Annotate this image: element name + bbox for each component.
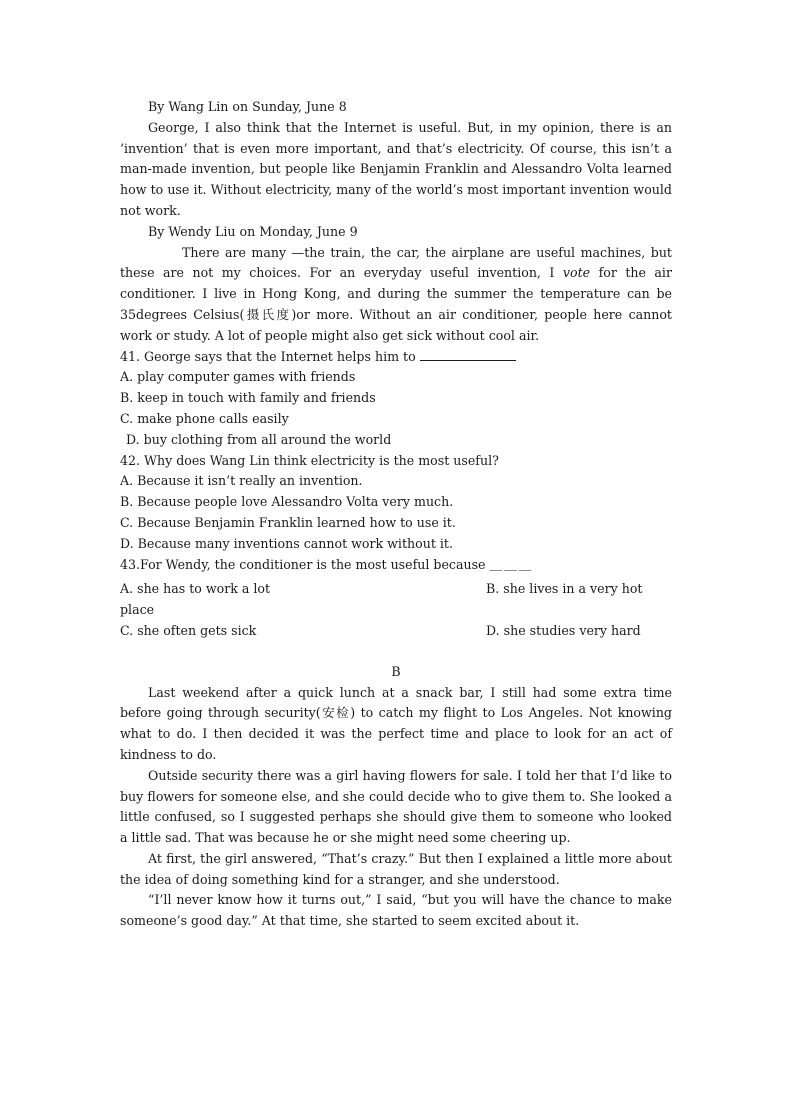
answer-blank [420, 347, 516, 361]
passage-b-paragraph-1: Last weekend after a quick lunch at a snack bar, I still had some extra time before going through security(安检) to catch my flight to Los Angeles. Not knowing what to do. I then decided it was the perfect time and place to look for an act of kindness to do. [120, 684, 672, 762]
passage-b-paragraph-4: “I’ll never know how it turns out,” I said, “but you will have the chance to make someone’s good day.” At that time, she started to seem excited about it. [120, 892, 672, 929]
question-43-option-b: B. she lives in a very hot [486, 581, 643, 597]
answer-blank: ＿＿＿ [489, 556, 534, 572]
question-43-option-d: D. she studies very hard [486, 622, 641, 638]
question-41-option-d: D. buy clothing from all around the world [126, 431, 392, 447]
section-label-b: B [391, 663, 401, 679]
question-41-option-b: B. keep in touch with family and friends [120, 390, 376, 406]
passage-b-paragraph-3: At first, the girl answered, “That’s crazy.” But then I explained a little more about the idea of doing something kind for a stranger, and she understood. [120, 850, 672, 887]
post-body-wang-lin: George, I also think that the Internet is useful. But, in my opinion, there is an ‘invention’ that is even more important, and that’s electricity. Of course, this isn’t a man-made invention, but people like Benjamin Franklin and Alessandro Volta learned how to use it. Without electricity, many of the world’s most important invention would not work. [120, 119, 672, 218]
question-41-stem: 41. George says that the Internet helps him to [120, 347, 672, 368]
question-41-option-c: C. make phone calls easily [120, 410, 289, 426]
question-42-option-a: A. Because it isn’t really an invention. [120, 473, 363, 489]
question-42-option-b: B. Because people love Alessandro Volta very much. [120, 494, 454, 510]
post-body-wendy-part2: for the air conditioner. I live in Hong Kong, and during the summer the temperature can be 35degrees Celsius(摄氏度)or more. Without an air conditioner, people here cannot work or study. A lot of people might also get sick without cool air. [120, 265, 672, 343]
vote-word: vote [562, 265, 591, 281]
post-body-wendy-part1: There are many —the train, the car, the airplane are useful machines, but these are not my choices. For an everyday useful invention, I [120, 244, 672, 281]
question-42-option-d: D. Because many inventions cannot work without it. [120, 535, 453, 551]
question-43-row-2 [120, 621, 672, 642]
question-43-option-a: A. she has to work a lot [120, 581, 271, 597]
question-42 [120, 451, 672, 555]
post-body-wendy-liu [120, 243, 672, 347]
question-43-row-1 [120, 579, 672, 600]
question-42-stem: 42. Why does Wang Lin think electricity is the most useful? [120, 452, 499, 468]
post-header-wendy-liu: By Wendy Liu on Monday, June 9 [148, 223, 358, 239]
question-43-stem: 43.For Wendy, the conditioner is the most useful because ＿＿＿ [120, 556, 534, 572]
question-42-option-c: C. Because Benjamin Franklin learned how to use it. [120, 514, 456, 530]
post-header-wang-lin: By Wang Lin on Sunday, June 8 [148, 99, 347, 114]
question-41 [120, 347, 672, 451]
question-43-option-c: C. she often gets sick [120, 622, 257, 638]
question-43-option-b-continued: place [120, 602, 155, 618]
question-41-option-a: A. play computer games with friends [120, 369, 356, 385]
passage-b-paragraph-2: Outside security there was a girl having flowers for sale. I told her that I’d like to buy flowers for someone else, and she could decide who to give them to. She looked a little confused, so I suggested perhaps she should give them to someone who looked a little sad. That was because he or she might need some cheering up. [120, 767, 672, 846]
question-43 [120, 555, 672, 642]
document-page [120, 97, 672, 932]
